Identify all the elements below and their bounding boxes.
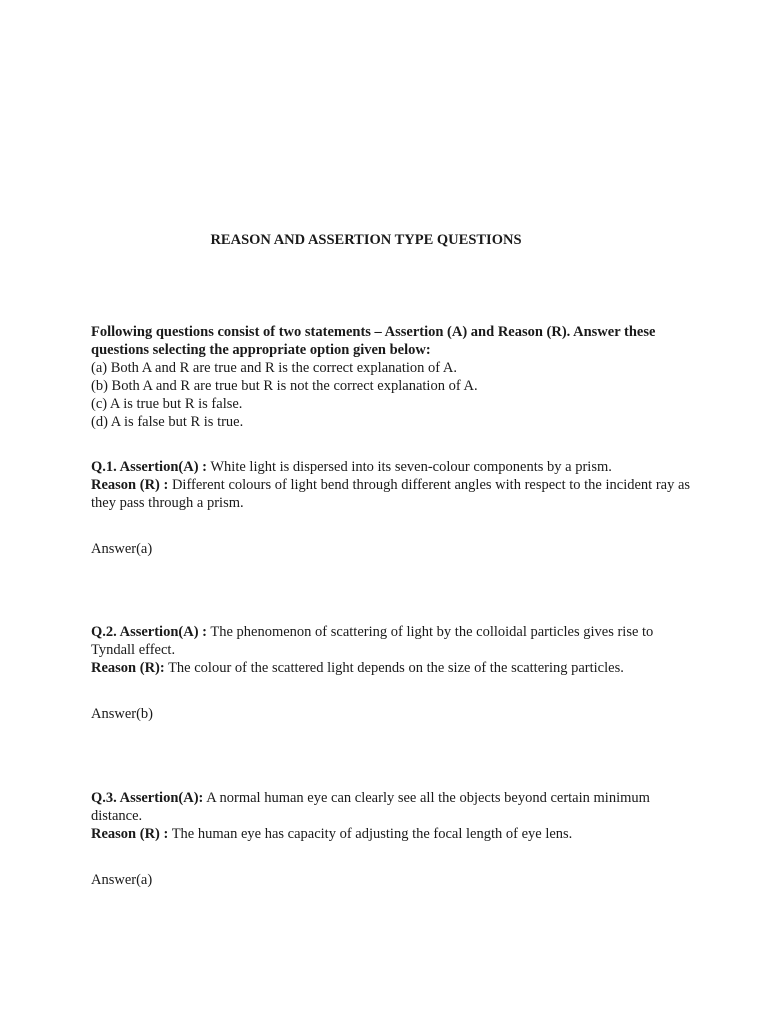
assertion-text: A normal human eye can clearly see all the objects beyond certain minimum distance.: [91, 790, 650, 824]
assertion-label: Q.1. Assertion(A) :: [91, 459, 207, 475]
instructions-heading: Following questions consist of two statements – Assertion (A) and Reason (R). Answer these questions selecting the appropriate option given below:: [91, 324, 656, 358]
reason-label: Reason (R):: [91, 660, 165, 676]
option-a: (a) Both A and R are true and R is the correct explanation of A.: [91, 360, 458, 376]
reason-text: The human eye has capacity of adjusting the focal length of eye lens.: [168, 826, 573, 842]
question-1-assertion: [91, 458, 691, 476]
question-1-answer: Answer(a): [91, 541, 153, 557]
assertion-text: White light is dispersed into its seven-colour components by a prism.: [207, 459, 612, 475]
assertion-label: Q.2. Assertion(A) :: [91, 624, 207, 640]
question-3-reason: [91, 825, 691, 843]
reason-text: Different colours of light bend through different angles with respect to the incident ray as they pass through a prism.: [91, 477, 691, 511]
option-b: (b) Both A and R are true but R is not the correct explanation of A.: [91, 378, 478, 394]
question-1-reason: [91, 476, 691, 512]
reason-text: The colour of the scattered light depends on the size of the scattering particles.: [164, 660, 624, 676]
question-2-answer: Answer(b): [91, 706, 154, 722]
question-2-reason: [91, 659, 691, 677]
option-d: (d) A is false but R is true.: [91, 414, 244, 430]
question-1: [91, 458, 691, 512]
question-3-assertion: [91, 789, 691, 825]
assertion-label: Q.3. Assertion(A):: [91, 790, 204, 806]
assertion-text: The phenomenon of scattering of light by the colloidal particles gives rise to Tyndall effect.: [91, 624, 654, 658]
reason-label: Reason (R) :: [91, 477, 169, 493]
page-title: REASON AND ASSERTION TYPE QUESTIONS: [210, 232, 522, 248]
question-3-answer: Answer(a): [91, 872, 153, 888]
reason-label: Reason (R) :: [91, 826, 169, 842]
instructions-block: [91, 323, 691, 431]
option-c: (c) A is true but R is false.: [91, 396, 243, 412]
question-2: [91, 623, 691, 677]
question-3: [91, 789, 691, 843]
question-2-assertion: [91, 623, 691, 659]
